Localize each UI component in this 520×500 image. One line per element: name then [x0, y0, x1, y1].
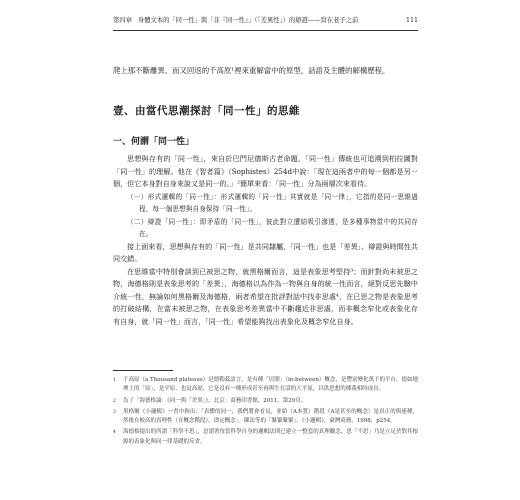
list-item-formal-identity: （一）形式邏輯的「同一性」：形式邏輯的「同一性」其實就是「同一律」，它指的是同一思維過程，每一個思想與自身保持「同一性」。	[127, 192, 418, 213]
section-heading: 壹、由當代思潮探討「同一性」的思維	[113, 105, 300, 117]
footnote	[113, 376, 418, 395]
header-rule	[113, 30, 418, 31]
body-paragraph-1: 思想與存有的「同一性」，來自於巴門尼德斯古老命題，「同一性」傳統也可追溯到柏拉圖對「同一性」的理解。他在《智者篇》（Sophistes）254d中說：「現在這兩者中的每一個都是另一個，但它本身對自身來說又是同一的。」²簡單來看：「同一性」分為兩層次來看待。	[113, 154, 418, 188]
intro-paragraph: 爬上那不斷離異、而又回返的千高原¹裡來重解當中的原型，話語及主體的解構歷程。	[113, 66, 390, 75]
footnote-rule	[113, 370, 173, 371]
footnote-text: 海德格提出的所謂「科學不思」，意謂著每當科學自身的邏輯法則已建立一整套的真理觀念，思「不思」乃是立足於對其根源的表象化與同一律基礎的反省。	[123, 429, 418, 445]
footnote-text: 千高原（a Thousand plateaus）是德勒茲語言，是有種「居間」（in-between）概念，是豐富變化萬千的平台，德如地理上的「原」，是平原、也是高原，它是沒有一種形成甚至再與生在話的大平原，以供思想的種落相時成長。	[123, 377, 418, 393]
footnote	[113, 397, 418, 406]
footnote-number: 3	[113, 409, 116, 415]
footnote-number: 1	[113, 378, 116, 383]
body-text	[113, 153, 418, 328]
footnote-number: 2	[113, 398, 116, 404]
body-paragraph-3: 在思維當中特別會談到已被思之物，就黑格爾而言，這是表象思考堅持³；而針對尚未被思之物，海德格則是表象思考的「差異」，海德格以為作為一物與自身的統一性而言，絕對反思先驗中介統一性，無論如何黑格爾及海德格，兩者希望在批評對話中找非思處⁴，在已思之物是表象思考的打破結構，在當未被思之物，在表象思考差異當中不斷趨近非思處，而非概念窄化或表象化存有自身，就「同一性」而言，「同一性」希望能夠找出表象化及概念窄化自身。	[113, 266, 418, 326]
subsection-heading: 一、何謂「同一性」	[113, 137, 195, 147]
footnote-text: 為了「海德格論：《同一與「差異」》，北京：商務印書館，2011，第29頁。	[123, 397, 307, 404]
footnote	[113, 428, 418, 447]
page-number: 111	[405, 17, 418, 24]
running-head	[113, 15, 418, 27]
footnotes	[113, 376, 418, 449]
chapter-title: 身體文本的「同一性」與「非『同一性』」（「差異性」）的辯證——寫在老子之前	[137, 17, 359, 24]
body-paragraph-2: 接上面來看，思想與存有的「同一性」是共同隸屬，「同一性」也是「差異」、辯證與時間性共同交錯。	[113, 241, 418, 263]
footnote	[113, 408, 418, 427]
list-item-dialectical-identity: （二）辯證「同一性」：即矛盾的「同一性」，彼此對立遭結吸引滲透，是多種事物當中的共同存在。	[127, 217, 418, 238]
chapter-label: 第四章	[113, 17, 132, 24]
footnote-number: 4	[113, 430, 116, 436]
footnote-text: 黑格爾《小邏輯》一書中指出：「表體的同一，我們將會看見，並給（A本質）階段（A是甚至的概念）是真正的與連種，然後在較高的真理性（在概念階段），即定概念」。陳法等的「緊緊緊緊」，《小邏輯》，臺灣商務，1998，p254。	[123, 408, 418, 425]
